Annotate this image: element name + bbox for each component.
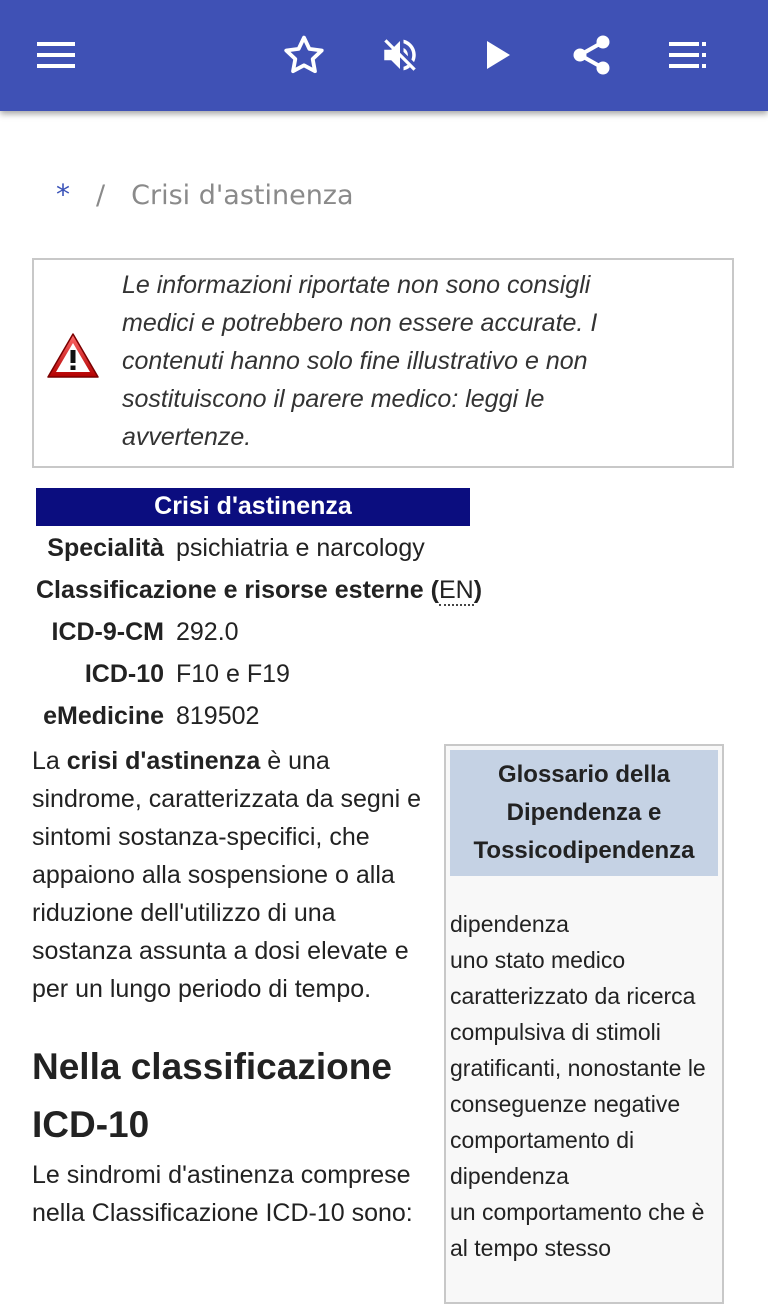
app-toolbar xyxy=(0,0,768,111)
glossary-list xyxy=(446,906,722,1266)
intro-text: La xyxy=(32,747,67,775)
infobox-row-emedicine xyxy=(36,694,470,736)
breadcrumb-current: Crisi d'astinenza xyxy=(131,180,354,211)
infobox-row-icd10 xyxy=(36,652,470,694)
glossary-definition: uno stato medico caratterizzato da ricerca compulsiva di stimoli gratificanti, nonostante le conseguenze negative xyxy=(450,947,706,1117)
warning-triangle-icon xyxy=(46,332,100,385)
section-paragraph: Le sindromi d'astinenza comprese nella Classificazione ICD-10 sono: xyxy=(32,1161,413,1227)
infobox-label[interactable]: ICD-10 xyxy=(84,660,164,688)
glossary-definition: un comportamento che è al tempo stesso xyxy=(450,1199,705,1261)
menu-icon[interactable] xyxy=(31,30,81,80)
article-body xyxy=(32,742,427,1232)
infobox-section-heading xyxy=(36,576,483,605)
infobox-value-link[interactable]: F10 e F19 xyxy=(176,660,290,688)
infobox-row-specialty xyxy=(36,526,470,568)
breadcrumb-home-link[interactable]: * xyxy=(56,178,70,211)
intro-term: crisi d'astinenza xyxy=(66,747,261,775)
infobox-label[interactable]: ICD-9-CM xyxy=(51,618,164,646)
play-icon[interactable] xyxy=(473,30,523,80)
intro-text-rest: è una sindrome, caratterizzata da segni e sintomi sostanza-specifici, che appaiono alla sospensione o alla riduzione dell'utilizzo di una sostanza assunta a dosi elevate e per un lungo periodo di tempo. xyxy=(32,747,422,1003)
classification-close: ) xyxy=(473,576,483,604)
medical-disclaimer-box xyxy=(32,258,734,468)
infobox-value-link[interactable]: 819502 xyxy=(176,702,260,730)
infobox-title: Crisi d'astinenza xyxy=(36,488,470,526)
infobox-value-link[interactable]: psichiatria e narcology xyxy=(176,534,425,562)
breadcrumb-separator: / xyxy=(96,180,106,211)
playlist-icon[interactable] xyxy=(663,30,713,80)
infobox-row-icd9 xyxy=(36,610,470,652)
glossary-title: Glossario della Dipendenza e Tossicodipendenza xyxy=(450,750,718,876)
glossary-sidebar xyxy=(444,744,724,1304)
glossary-term-link[interactable]: comportamento di dipendenza xyxy=(450,1127,635,1189)
glossary-term-link[interactable]: dipendenza xyxy=(450,911,569,937)
infobox-label[interactable]: eMedicine xyxy=(43,702,164,730)
intro-paragraph xyxy=(32,742,427,1008)
star-outline-icon[interactable] xyxy=(279,30,329,80)
breadcrumb xyxy=(56,178,354,211)
disclaimer-text: Le informazioni riportate non sono consigli medici e potrebbero non essere accurate. I contenuti hanno solo fine illustrativo e non sostituiscono il parere medico: leggi le avvertenze. xyxy=(122,271,598,451)
classification-label: Classificazione e risorse esterne ( xyxy=(36,576,439,604)
infobox-row-classification xyxy=(36,568,483,610)
english-abbr-link[interactable]: EN xyxy=(438,576,474,604)
volume-off-icon[interactable] xyxy=(375,30,425,80)
section-heading: Nella classificazione ICD-10 xyxy=(32,1046,392,1145)
infobox-value-link[interactable]: 292.0 xyxy=(176,618,239,646)
infobox-label: Specialità xyxy=(47,534,164,562)
share-icon[interactable] xyxy=(567,30,617,80)
infobox-table xyxy=(36,488,483,736)
